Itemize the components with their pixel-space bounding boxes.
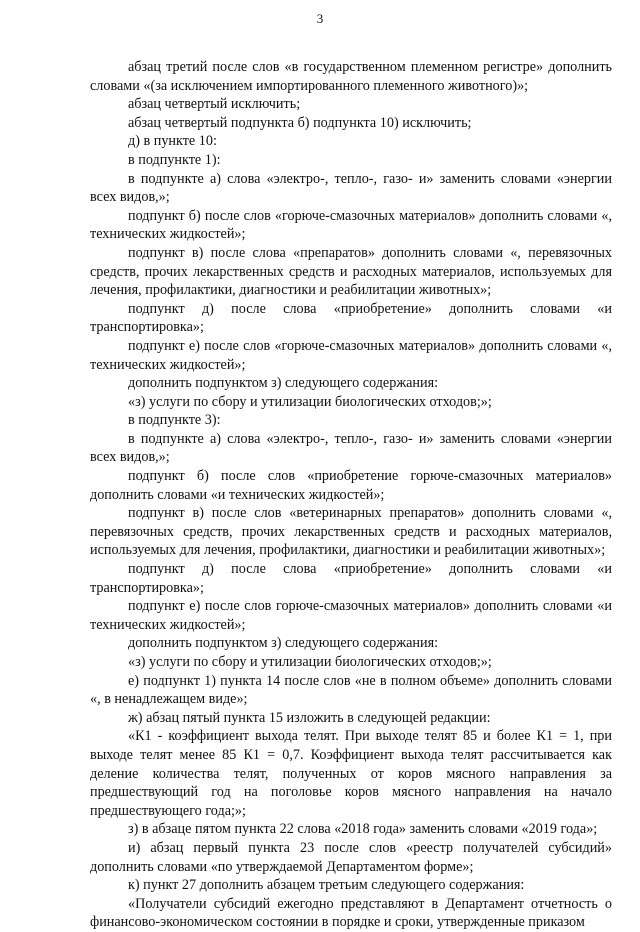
- paragraph: к) пункт 27 дополнить абзацем третьим следующего содержания:: [128, 877, 525, 894]
- paragraph: подпункт в) после слова «препаратов» дополнить словами «, перевязочных средств, прочих лекарственных средств и расходных материалов, используемых для лечения, профилактики, диагностики и реабилитации животных»;: [90, 244, 612, 299]
- paragraph: подпункт б) после слов «приобретение горюче-смазочных материалов» дополнить словами «и технических жидкостей»;: [90, 468, 612, 503]
- paragraph: подпункт е) после слов горюче-смазочных материалов» дополнить словами «и технических жидкостей»;: [90, 598, 612, 633]
- paragraph: д) в пункте 10:: [128, 133, 217, 150]
- paragraph: абзац четвертый исключить;: [128, 96, 301, 113]
- paragraph: абзац четвертый подпункта б) подпункта 10) исключить;: [128, 114, 472, 131]
- paragraph: подпункт в) после слов «ветеринарных препаратов» дополнить словами «, перевязочных средств, прочих лекарственных средств и расходных материалов, используемых для лечения, профилактики, диагностики и реабилитации животных»;: [90, 505, 612, 559]
- paragraph: подпункт д) после слова «приобретение» дополнить словами «и транспортировка»;: [90, 561, 612, 596]
- paragraph: в подпункте 1):: [128, 151, 221, 168]
- paragraph: подпункт е) после слов «горюче-смазочных материалов» дополнить словами «, технических жидкостей»;: [90, 337, 612, 373]
- paragraph: «з) услуги по сбору и утилизации биологических отходов;»;: [128, 393, 492, 410]
- paragraph: подпункт д) после слова «приобретение» дополнить словами «и транспортировка»;: [90, 300, 612, 336]
- paragraph: и) абзац первый пункта 23 после слов «реестр получателей субсидий» дополнить словами «по утверждаемой Департаментом форме»;: [90, 839, 612, 875]
- paragraph: в подпункте а) слова «электро-, тепло-, газо- и» заменить словами «энергии всех видов,»;: [90, 170, 612, 206]
- document-body: [90, 58, 612, 932]
- paragraph: абзац третий после слов «в государственном племенном регистре» дополнить словами «(за исключением импортированного племенного животного)»;: [90, 59, 612, 94]
- paragraph: ж) абзац пятый пункта 15 изложить в следующей редакции:: [128, 709, 491, 726]
- paragraph: в подпункте а) слова «электро-, тепло-, газо- и» заменить словами «энергии всех видов,»;: [90, 430, 612, 466]
- paragraph: «Получатели субсидий ежегодно представляют в Департамент отчетность о финансово-экономическом состоянии в порядке и сроки, утвержденные приказом: [90, 895, 612, 931]
- paragraph: подпункт б) после слов «горюче-смазочных материалов» дополнить словами «, технических жидкостей»;: [90, 207, 612, 243]
- paragraph: дополнить подпунктом з) следующего содержания:: [128, 375, 439, 392]
- paragraph: з) в абзаце пятом пункта 22 слова «2018 года» заменить словами «2019 года»;: [128, 821, 598, 838]
- paragraph: «з) услуги по сбору и утилизации биологических отходов;»;: [128, 654, 492, 670]
- paragraph: дополнить подпунктом з) следующего содержания:: [128, 635, 439, 652]
- paragraph: в подпункте 3):: [128, 412, 221, 429]
- paragraph: «К1 - коэффициент выхода телят. При выходе телят 85 и более К1 = 1, при выходе телят менее 85 К1 = 0,7. Коэффициент выхода телят рассчитывается как деление количества телят, полученных от коров мясного направления за предшествующий год на поголовье коров мясного направления на начало предшествующего года;»;: [90, 728, 612, 819]
- page-number: 3: [316, 11, 324, 26]
- paragraph: е) подпункт 1) пункта 14 после слов «не в полном объеме» дополнить словами «, в ненадлежащем виде»;: [90, 672, 612, 708]
